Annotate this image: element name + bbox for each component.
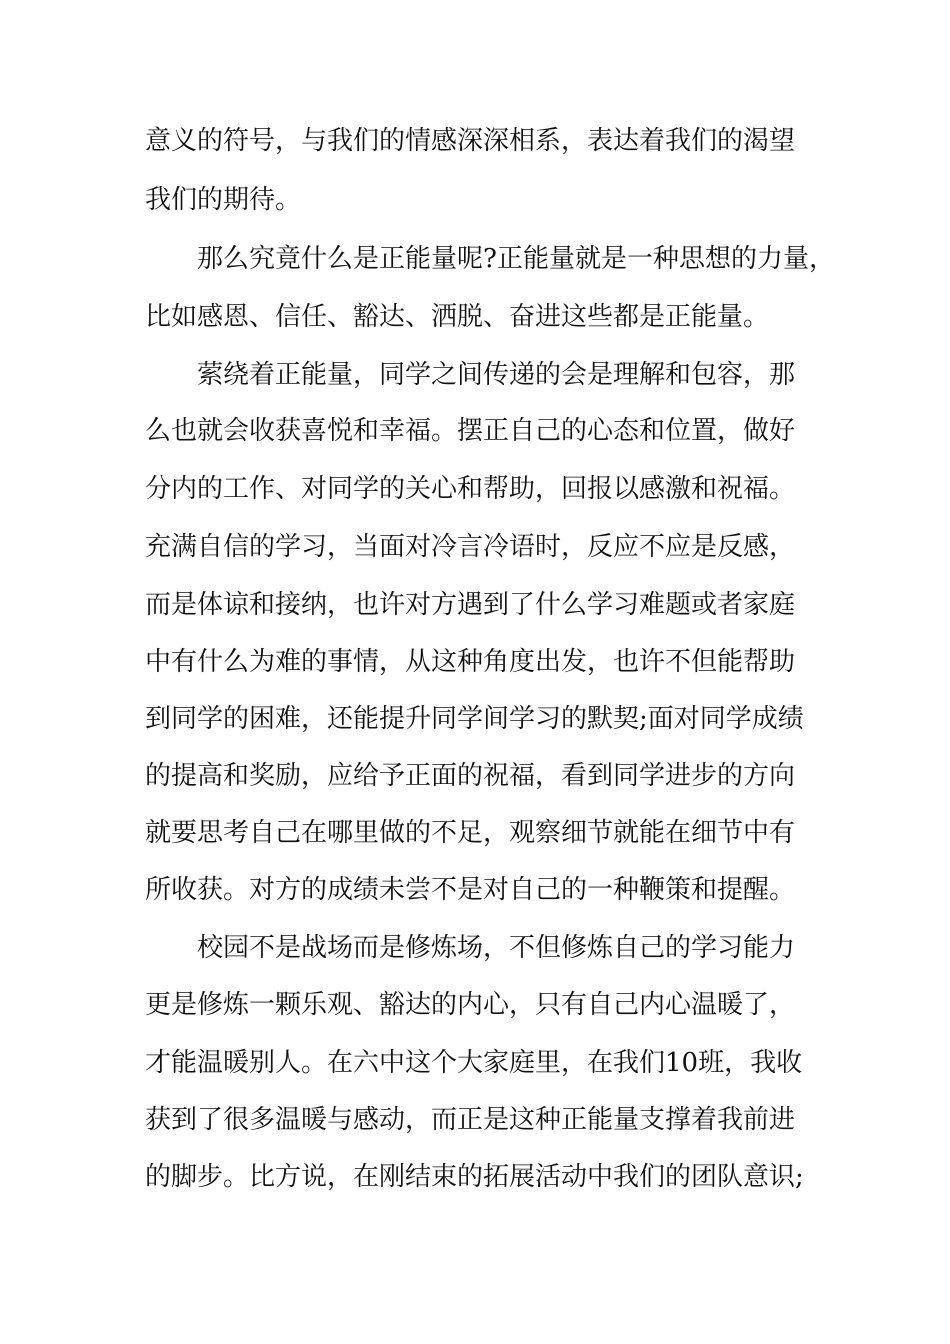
text-line: 的提高和奖励，应给予正面的祝福，看到同学进步的方向 xyxy=(145,761,796,791)
text-line: 更是修炼一颗乐观、豁达的内心，只有自己内心温暖了， xyxy=(145,990,796,1020)
text-line: 就要思考自己在哪里做的不足，观察细节就能在细节中有 xyxy=(145,818,796,848)
text-line: 到同学的困难，还能提升同学间学习的默契;面对同学成绩 xyxy=(145,704,804,734)
text-line: 我们的期待。 xyxy=(145,185,302,215)
text-line: 分内的工作、对同学的关心和帮助，回报以感激和祝福。 xyxy=(145,474,796,504)
text-line: 意义的符号，与我们的情感深深相系，表达着我们的渴望 xyxy=(145,126,796,156)
text-line: 么也就会收获喜悦和幸福。摆正自己的心态和位置，做好 xyxy=(145,416,796,446)
text-line: 才能温暖别人。在六中这个大家庭里，在我们10班，我收 xyxy=(145,1048,803,1078)
text-line: 的脚步。比方说，在刚结束的拓展活动中我们的团队意识; xyxy=(145,1162,804,1192)
text-line: 获到了很多温暖与感动，而正是这种正能量支撑着我前进 xyxy=(145,1105,796,1135)
text-line: 所收获。对方的成绩未尝不是对自己的一种鞭策和提醒。 xyxy=(145,875,796,905)
text-line: 而是体谅和接纳，也许对方遇到了什么学习难题或者家庭 xyxy=(145,590,796,620)
text-line: 充满自信的学习，当面对冷言冷语时，反应不应是反感， xyxy=(145,532,796,562)
paragraph-start-line: 萦绕着正能量，同学之间传递的会是理解和包容，那 xyxy=(197,360,796,390)
text-line: 中有什么为难的事情，从这种角度出发，也许不但能帮助 xyxy=(145,647,796,677)
paragraph-start-line: 校园不是战场而是修炼场，不但修炼自己的学习能力 xyxy=(197,933,796,963)
text-line: 比如感恩、信任、豁达、洒脱、奋进这些都是正能量。 xyxy=(145,302,770,332)
paragraph-start-line: 那么究竟什么是正能量呢?正能量就是一种思想的力量， xyxy=(197,244,835,274)
